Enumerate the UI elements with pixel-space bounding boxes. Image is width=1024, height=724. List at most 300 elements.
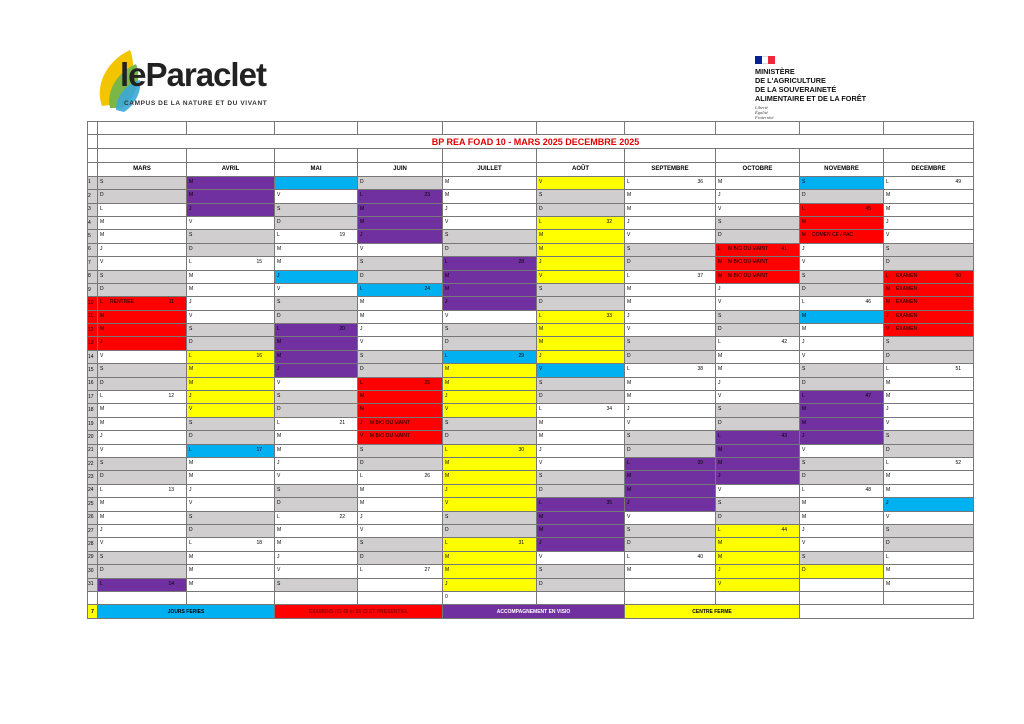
weekday-letter: V [802,540,806,547]
day-row [88,243,974,256]
day-cell [187,190,275,203]
weekday-letter: V [189,406,193,413]
weekday-letter: M [627,393,632,400]
day-cell [443,524,537,537]
weekday-letter: M [886,299,891,306]
weekday-letter: J [445,299,448,306]
day-cell [537,270,625,283]
weekday-letter: L [100,393,103,400]
day-cell [800,257,884,270]
day-number: 1 [88,176,98,189]
day-number: 9 [88,283,98,296]
weekday-letter: L [627,366,630,373]
day-cell [537,230,625,243]
day-cell [187,551,275,564]
day-cell [884,417,974,430]
day-cell [800,337,884,350]
weekday-letter: S [802,553,806,560]
weekday-letter: S [718,406,722,413]
day-cell [800,511,884,524]
day-cell [358,377,443,390]
day-cell [884,364,974,377]
day-cell [800,176,884,189]
day-cell [625,364,716,377]
weekday-letter: V [445,312,449,319]
week-number: 38 [697,366,703,373]
day-number: 14 [88,350,98,363]
weekday-letter: J [718,379,721,386]
day-cell [275,270,358,283]
day-cell [358,176,443,189]
weekday-letter: J [627,218,630,225]
weekday-letter: V [277,473,281,480]
weekday-letter: D [360,459,364,466]
weekday-letter: J [360,232,363,239]
extra-cell [537,591,625,604]
weekday-letter: V [627,326,631,333]
weekday-letter: J [802,245,805,252]
day-cell [625,324,716,337]
weekday-letter: L [539,406,542,413]
day-cell [625,565,716,578]
weekday-letter: J [802,339,805,346]
day-number: 21 [88,444,98,457]
day-cell [716,203,800,216]
weekday-letter: M [886,486,891,493]
weekday-letter: V [277,192,281,199]
week-number: 26 [424,473,430,480]
week-number: 11 [168,299,174,306]
weekday-letter: V [100,446,104,453]
weekday-letter: D [445,433,449,440]
day-row [88,524,974,537]
day-cell [187,270,275,283]
day-cell [625,578,716,591]
weekday-letter: M [189,379,194,386]
week-number: 24 [424,285,430,292]
day-row [88,203,974,216]
day-number: 16 [88,377,98,390]
logo-wordmark: leParaclet [120,56,266,93]
weekday-letter: S [277,205,281,212]
weekday-letter: M [802,406,807,413]
weekday-letter: S [718,312,722,319]
week-number: 18 [256,540,262,547]
day-number: 27 [88,524,98,537]
day-cell [537,524,625,537]
weekday-letter: J [277,272,280,279]
week-number: 40 [697,553,703,560]
day-cell [625,243,716,256]
weekday-letter: S [445,326,449,333]
day-number: 11 [88,310,98,323]
weekday-letter: V [539,553,543,560]
weekday-letter: V [802,259,806,266]
calendar-title: BP REA FOAD 10 - MARS 2025 DECEMBRE 2025 [98,135,974,149]
day-cell [443,257,537,270]
weekday-letter: M [539,513,544,520]
day-cell [537,190,625,203]
calendar-table [87,121,974,619]
weekday-letter: D [802,473,806,480]
weekday-letter: S [189,513,193,520]
weekday-letter: V [802,352,806,359]
day-cell [443,230,537,243]
day-cell [884,524,974,537]
weekday-letter: S [100,178,104,185]
day-cell [800,230,884,243]
day-cell [443,431,537,444]
weekday-letter: J [627,500,630,507]
day-cell [537,377,625,390]
weekday-letter: J [277,366,280,373]
day-cell [884,216,974,229]
weekday-letter: M [886,379,891,386]
weekday-letter: S [445,419,449,426]
weekday-letter: M [539,433,544,440]
day-cell [537,350,625,363]
weekday-letter: M [802,513,807,520]
day-row [88,257,974,270]
weekday-letter: V [100,259,104,266]
day-cell [275,484,358,497]
day-cell [884,377,974,390]
weekday-letter: J [277,459,280,466]
extra-cell [443,591,537,604]
day-cell [884,176,974,189]
weekday-letter: M [445,379,450,386]
day-cell [884,391,974,404]
weekday-letter: D [627,259,631,266]
day-cell [716,230,800,243]
day-cell [187,283,275,296]
weekday-letter: M [277,259,282,266]
day-cell [187,297,275,310]
day-cell [625,524,716,537]
weekday-letter: M [100,406,105,413]
day-cell [884,230,974,243]
weekday-letter: D [189,339,193,346]
day-cell [275,350,358,363]
day-cell [800,203,884,216]
day-cell [187,243,275,256]
weekday-letter: M [277,433,282,440]
weekday-letter: J [718,285,721,292]
weekday-letter: D [718,513,722,520]
weekday-letter: L [445,259,448,266]
day-cell [625,444,716,457]
event-label: RENTREE [110,299,134,306]
day-cell [537,243,625,256]
week-number: 48 [865,486,871,493]
day-cell [187,324,275,337]
month-header: SEPTEMBRE [625,162,716,176]
day-cell [800,551,884,564]
weekday-letter: V [886,419,890,426]
weekday-letter: M [718,540,723,547]
event-label: EXAMEN [896,272,918,279]
weekday-letter: S [539,567,543,574]
weekday-letter: D [718,326,722,333]
day-cell [884,283,974,296]
weekday-letter: S [100,553,104,560]
extra-row [88,591,974,604]
weekday-letter: M [539,526,544,533]
day-cell [800,310,884,323]
weekday-letter: L [886,553,889,560]
weekday-letter: L [802,299,805,306]
day-cell [716,457,800,470]
weekday-letter: M [277,526,282,533]
day-cell [358,283,443,296]
day-cell [625,190,716,203]
day-cell [275,324,358,337]
day-cell [625,297,716,310]
weekday-letter: L [718,526,721,533]
day-cell [625,377,716,390]
weekday-letter: V [445,500,449,507]
weekday-letter: S [277,299,281,306]
day-cell [537,417,625,430]
weekday-letter: V [277,379,281,386]
day-cell [884,471,974,484]
day-cell [275,444,358,457]
weekday-letter: D [360,366,364,373]
day-row [88,377,974,390]
day-row [88,471,974,484]
day-number: 6 [88,243,98,256]
day-cell [537,203,625,216]
weekday-letter: M [277,352,282,359]
month-header: JUILLET [443,162,537,176]
weekday-letter: J [445,580,448,587]
weekday-letter: M [802,232,807,239]
day-cell [358,538,443,551]
week-number: 47 [865,393,871,400]
weekday-letter: L [360,285,363,292]
weekday-letter: S [802,272,806,279]
day-cell [625,176,716,189]
weekday-letter: S [627,526,631,533]
weekday-letter: M [360,486,365,493]
extra-cell [187,591,275,604]
weekday-letter: D [539,580,543,587]
weekday-letter: D [886,352,890,359]
weekday-letter: M [539,232,544,239]
week-number: 44 [781,526,787,533]
weekday-letter: M [189,580,194,587]
weekday-letter: M [360,393,365,400]
weekday-letter: V [886,232,890,239]
weekday-letter: D [277,218,281,225]
weekday-letter: M [718,366,723,373]
weekday-letter: D [539,486,543,493]
day-cell [537,404,625,417]
weekday-letter: V [627,513,631,520]
weekday-letter: S [627,433,631,440]
weekday-letter: S [718,218,722,225]
weekday-letter: J [539,446,542,453]
day-cell [800,190,884,203]
day-cell [443,270,537,283]
weekday-letter: M [189,553,194,560]
event-label: M BIO OU MAINT [370,419,410,426]
day-cell [625,417,716,430]
weekday-letter: J [718,473,721,480]
day-cell [98,324,187,337]
day-cell [625,431,716,444]
day-cell [537,578,625,591]
day-cell [187,377,275,390]
day-cell [98,511,187,524]
day-cell [187,230,275,243]
motto-line: Égalité [755,110,768,115]
day-number: 4 [88,216,98,229]
weekday-letter: M [886,205,891,212]
day-cell [275,538,358,551]
weekday-letter: M [189,285,194,292]
weekday-letter: J [189,486,192,493]
day-cell [625,310,716,323]
weekday-letter: J [445,393,448,400]
day-cell [98,471,187,484]
day-cell [537,551,625,564]
extra-cell [98,591,187,604]
weekday-letter: D [100,379,104,386]
weekday-letter: S [539,473,543,480]
weekday-letter: D [189,526,193,533]
weekday-letter: D [100,285,104,292]
day-cell [358,257,443,270]
day-cell [275,377,358,390]
ministry-line: MINISTÈRE [755,67,795,76]
day-cell [625,270,716,283]
weekday-letter: D [627,446,631,453]
day-cell [98,337,187,350]
day-cell [98,404,187,417]
weekday-letter: M [627,205,632,212]
weekday-letter: D [539,299,543,306]
weekday-letter: J [886,218,889,225]
weekday-letter: J [802,526,805,533]
day-row [88,431,974,444]
day-cell [884,444,974,457]
day-row [88,297,974,310]
day-cell [358,511,443,524]
week-number: 41 [781,245,787,252]
weekday-letter: D [886,446,890,453]
day-cell [187,337,275,350]
weekday-letter: M [445,192,450,199]
weekday-letter: D [360,178,364,185]
day-cell [275,297,358,310]
day-cell [884,511,974,524]
french-flag-icon [755,56,775,64]
weekday-letter: M [718,459,723,466]
extra-cell [358,591,443,604]
weekday-letter: V [718,580,722,587]
weekday-letter: V [277,567,281,574]
day-cell [884,337,974,350]
weekday-letter: M [445,567,450,574]
day-cell [884,310,974,323]
day-cell [443,350,537,363]
extra-cell [716,591,800,604]
day-cell [537,391,625,404]
day-cell [716,324,800,337]
weekday-letter: D [627,540,631,547]
weekday-letter: L [100,486,103,493]
week-number: 52 [955,459,961,466]
day-cell [358,337,443,350]
weekday-letter: L [802,486,805,493]
day-cell [443,176,537,189]
day-row [88,498,974,511]
day-cell [98,538,187,551]
day-cell [537,364,625,377]
weekday-letter: M [360,299,365,306]
weekday-letter: J [886,406,889,413]
day-cell [443,216,537,229]
weekday-letter: D [445,526,449,533]
day-row [88,578,974,591]
weekday-letter: L [100,205,103,212]
day-cell [716,190,800,203]
weekday-letter: L [189,352,192,359]
weekday-letter: L [627,459,630,466]
day-cell [358,404,443,417]
weekday-letter: S [360,259,364,266]
day-cell [358,565,443,578]
weekday-letter: V [886,326,890,333]
weekday-letter: M [189,178,194,185]
weekday-letter: M [627,486,632,493]
weekday-letter: M [627,379,632,386]
weekday-letter: L [886,366,889,373]
event-label: EXAMEN [896,326,918,333]
day-cell [275,216,358,229]
weekday-letter: V [445,218,449,225]
weekday-letter: L [539,218,542,225]
weekday-letter: M [627,299,632,306]
weekday-letter: J [360,326,363,333]
day-cell [716,270,800,283]
event-label: EXAMEN [896,285,918,292]
weekday-letter: L [360,473,363,480]
day-cell [884,484,974,497]
day-cell [884,578,974,591]
day-cell [358,391,443,404]
weekday-letter: M [100,218,105,225]
weekday-letter: M [445,285,450,292]
day-cell [443,565,537,578]
weekday-letter: M [445,473,450,480]
weekday-letter: S [539,192,543,199]
weekday-letter: D [360,272,364,279]
week-number: 36 [697,178,703,185]
event-label: COMEN CE / PAC [812,232,854,239]
weekday-letter: J [360,513,363,520]
day-cell [358,310,443,323]
weekday-letter: V [539,178,543,185]
weekday-letter: D [360,553,364,560]
day-cell [275,176,358,189]
day-cell [800,364,884,377]
day-cell [716,511,800,524]
weekday-letter: M [718,259,723,266]
weekday-letter: J [886,312,889,319]
month-header: JUIN [358,162,443,176]
